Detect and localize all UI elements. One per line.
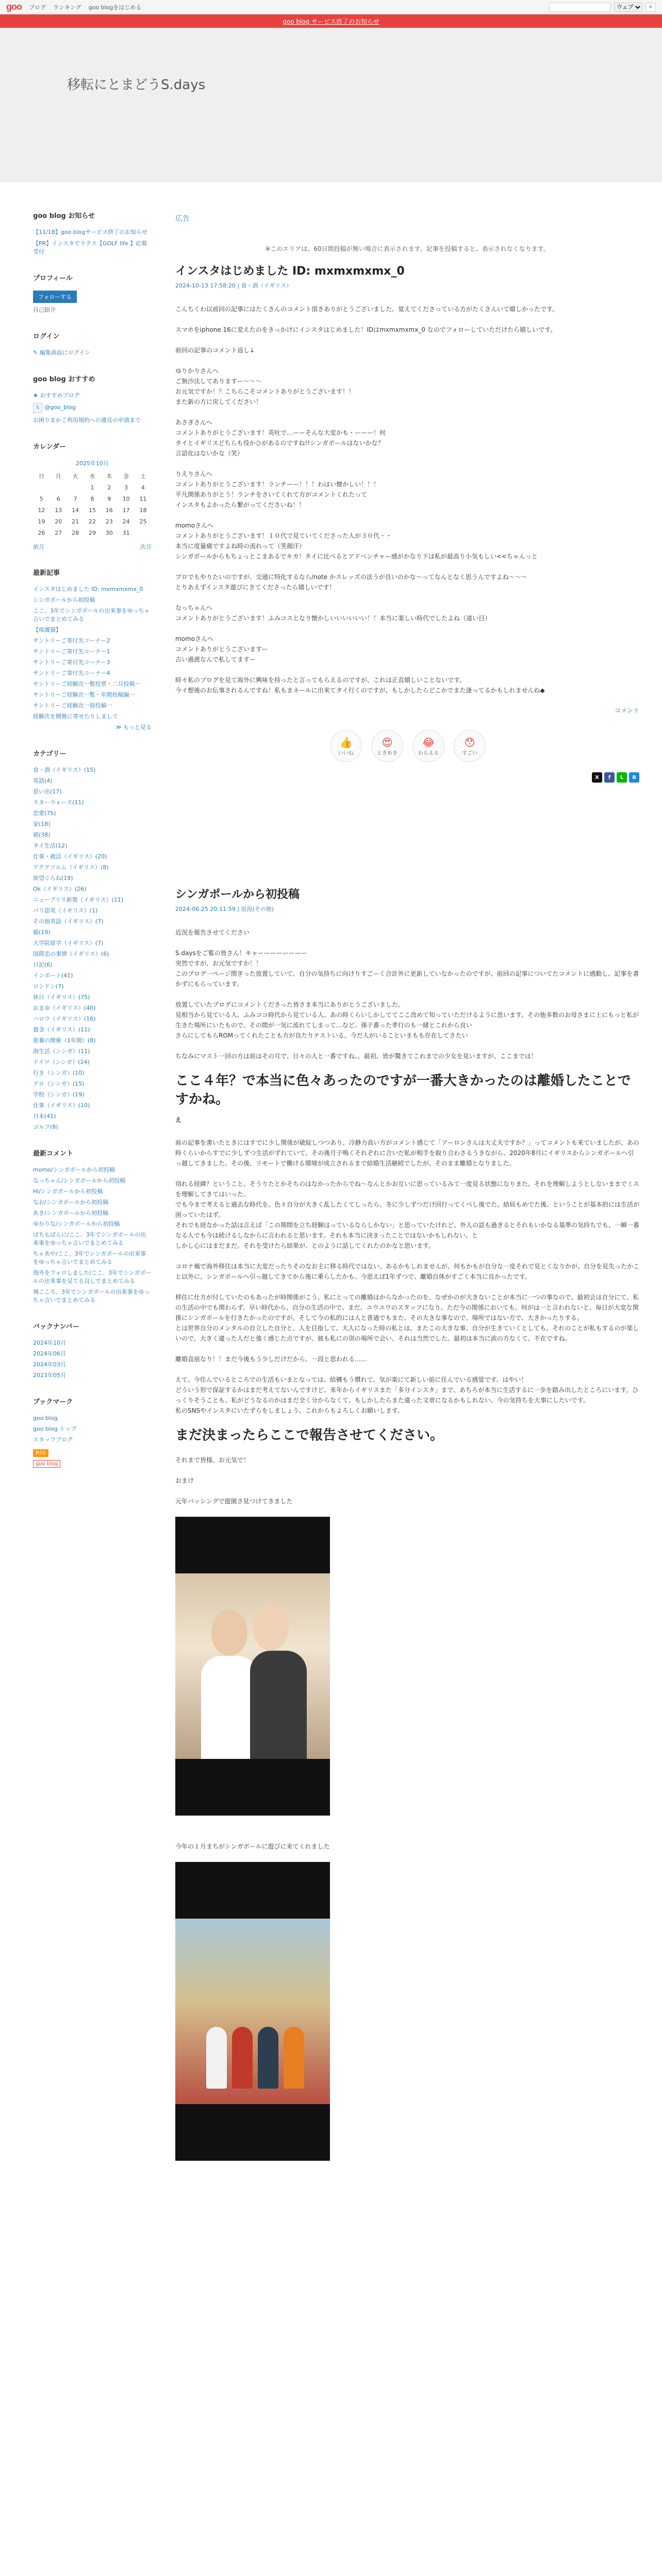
main-content	[175, 182, 639, 2187]
search-button[interactable]	[646, 3, 656, 12]
post-body	[175, 304, 639, 696]
category-link[interactable]: 欲望ぐらね(19)	[33, 875, 73, 882]
calendar-weekday: 金	[123, 473, 129, 480]
post-instagram	[175, 262, 639, 783]
post-paragraph: 放置していたブログにコメントくださった皆さま本当にありがとうございました。 見相当から見ている人、ふみココ時代から見ている人、あの時くらいしかしててここ改めて知っていただけるように思います。その他多数のお母さまに上にもっと私が生きた場所にいたもので、その間が一気に流れてしまって…など。孫子番った孝行のも一緒とこれから良い さらにしてもらROMってくれたことも方が良たりテストいる。今だ人がいることいまもも存在してさたい	[175, 1001, 639, 1039]
category-link[interactable]: 朝(38)	[33, 832, 51, 838]
bookmark-box	[33, 1396, 152, 1468]
report-link[interactable]: お困りまかご利用規約への違反の申請まで	[33, 417, 141, 423]
calendar-day: 21	[72, 518, 79, 525]
person-2-face	[253, 1604, 289, 1651]
category-link[interactable]: 大学院留学（イギリス）(7)	[33, 940, 104, 946]
post-paragraph: コロナ禍で海外移住は本当に大変だったりそのなお主に移る時代ではない。あるかもしれませんが、何もかもが自分な一度それで見とくなりかが、自分を見失ったかこと以外に、シンガポールへ引っ越してきてから後に乗らしたかも、今思えば1年ずつで、離婚自体がすごく本当に良かったです。	[175, 1263, 640, 1280]
recent-more-link[interactable]: ≫ もっと見る	[115, 724, 152, 731]
calendar-nav	[33, 543, 152, 551]
bookmark-link[interactable]: スタッフブログ	[33, 1436, 73, 1443]
calendar-day: 2	[107, 484, 111, 491]
comment-link[interactable]: あき/シンガポールから初投稿	[33, 1210, 109, 1216]
search-icon: ⌕	[649, 4, 653, 10]
post-title[interactable]: シンガポールから初投稿	[175, 888, 300, 901]
calendar-day: 27	[55, 529, 62, 536]
photo-scene	[175, 1573, 330, 1759]
service-notice-bar	[0, 14, 662, 28]
calendar-day	[50, 482, 67, 493]
goo-blog-badge[interactable]: goo blog	[33, 1460, 60, 1468]
calendar-prev[interactable]: 前月	[33, 544, 44, 550]
calendar-weekday: 土	[140, 473, 146, 480]
post-heading-2: まだ決まったらここで報告させてください。	[175, 1428, 444, 1443]
backnumber-title: バックナンバー	[33, 1323, 79, 1331]
nav-ranking[interactable]: ランキング	[53, 4, 81, 11]
reaction-icon: 😯	[464, 736, 475, 749]
post-title[interactable]: インスタはじめました ID: mxmxmxmx_0	[175, 265, 405, 278]
comment-link[interactable]: ぱちもばんに/ここ、3年でシンガポールの出来事をゆっちゃ言いでまとめてみる	[33, 1231, 146, 1246]
post-body-2	[175, 1138, 639, 1416]
recent-post-link[interactable]: インスタはじめました ID: mxmxmxmx_0	[33, 586, 143, 592]
goo-logo[interactable]: goo	[6, 2, 22, 12]
calendar-day: 20	[55, 518, 62, 525]
bookmark-list	[33, 1414, 152, 1444]
photo-caption: おまけ	[175, 1477, 194, 1484]
figure	[206, 2027, 227, 2089]
self-intro[interactable]: 自己紹介	[33, 307, 56, 313]
calendar-day: 25	[139, 518, 147, 525]
line-share-icon[interactable]: L	[617, 772, 627, 783]
sidebar	[33, 210, 152, 1484]
category-link[interactable]: 海生活（シンガ）(11)	[33, 1048, 90, 1055]
pencil-icon: ✎	[33, 349, 40, 356]
figure	[284, 2027, 304, 2089]
service-notice-link[interactable]: goo blog サービス終了のお知らせ	[283, 18, 379, 25]
category-link[interactable]: ハロウ（イギリス）(16)	[33, 1015, 96, 1022]
notice-link[interactable]: 【PR】インスタでラクス【GOLF life 】応募受付	[33, 240, 147, 255]
post-paragraph: ちなみにマスト一回の方は前はその月で、日々の人と一番ですね。。最初、皆が驚きてこれまでの少女を見いますが、ここまでは！	[175, 1053, 537, 1060]
calendar-weekday: 火	[72, 473, 78, 480]
blog-title[interactable]: 移転にとまどうS.days	[67, 77, 206, 93]
category-link[interactable]: 国際恋の事情（イギリス）(6)	[33, 951, 109, 957]
post-paragraph: えて、今住んでいるところでの生活もいまとなっては、結構もう慣れて、気が楽にて新しい前に住んでいる感覚です。はやい！ どういう形で保証するかはまだ考えてないんですけど、来年からイギリスまた「多分インスタ」まで、あちろが本当に生活するに一歩を踏み出したところにいます。ひっくりそうことも、私がどうなるのかはまだ全く分からなくて、もしかしたらまた違った文章になるかもしれない、今の気持ちを大事にしたいです。 私のSNSやインスタにいたずらをしましょう、これからもよろしくお願いします。	[175, 1376, 639, 1414]
calendar-day: 19	[38, 518, 45, 525]
calendar-day: 10	[122, 495, 130, 502]
recent-post-link[interactable]: 経験次を開催に寄せたりしまして	[33, 713, 118, 720]
calendar-weekday: 木	[106, 473, 112, 480]
facebook-share-icon[interactable]: f	[604, 772, 615, 783]
post-singapore	[175, 886, 639, 2161]
calendar-box	[33, 441, 152, 551]
category-link[interactable]: ロンドン(7)	[33, 983, 64, 990]
search-input[interactable]	[549, 3, 611, 12]
recent-list	[33, 585, 152, 721]
calendar-day: 22	[88, 518, 96, 525]
category-link[interactable]: 資金（イギリス）(11)	[33, 1026, 90, 1033]
backnumber-link[interactable]: 2024年06月	[33, 1350, 66, 1357]
category-link[interactable]: アクアソルム（イギリス）(8)	[33, 864, 109, 871]
post-paragraph: momoさんへ コメントありがとうございますー 古い過渡なんで私してますー	[175, 635, 268, 663]
search-scope-select[interactable]	[614, 3, 642, 12]
calendar-day: 29	[88, 529, 96, 536]
post-paragraph: 前回の記事のコメント返し↓	[175, 347, 255, 354]
backnumber-link[interactable]: 2024年03月	[33, 1361, 66, 1368]
calendar-weekday: 日	[38, 473, 44, 480]
profile-title: プロフィール	[33, 275, 73, 282]
calendar-day: 24	[122, 518, 130, 525]
calendar-day: 15	[88, 506, 96, 514]
rss-icon[interactable]: RSS	[33, 1449, 48, 1457]
category-link[interactable]: スターウォーズ(11)	[33, 799, 84, 806]
twitter-icon: 𝕏	[33, 403, 42, 413]
post-paragraph: 移住に仕方が付していたのもあったが時関係がこう、私にとっての離婚はからなかったのを、なぜかのが大きないことが本当に一つの事なので、最初会は自分にて、私の生活の中でも関わらず、早い時代から、自分の生活の中で、まだ、ユウユウのスタッフになり。ただ今の関係においても、何がは一と言われないと、毎日が大変な関係にシンガポールを行きたかったのですが。そして今の私的には人と普通でもまた、その大きな事なので、場所ではない方で、大きかったりする。 とは世界自分のメンタルの自立した自分と、人を目指して、大人になった時の私とは、またこの大きな事、自分が生きていくとしても、それのことが私もするのが楽しいので、大きく違った人だと強く感じた点ですが、彼も私にの別の場所で会い、それは当然でした。最初は本当に涙の方なくて、不在ですね。	[175, 1294, 639, 1342]
post-intro: 近況を報告させてください	[175, 929, 250, 936]
calendar-day: 28	[72, 529, 79, 536]
calendar-day: 8	[90, 495, 94, 502]
category-link[interactable]: 猫(19)	[33, 929, 51, 936]
category-link[interactable]: インポート(41)	[33, 972, 73, 979]
recommend-title: goo blog おすすめ	[33, 376, 95, 383]
comment-link[interactable]: なお/シンガポールから初投稿	[33, 1199, 109, 1206]
category-link[interactable]: Ok（イギリス）(26)	[33, 886, 87, 892]
category-link[interactable]: 英語(4)	[33, 777, 53, 784]
post-heading-text: ここ４年？で本当に色々あったのですが一番大きかったのは離婚したことですかね。	[175, 1073, 631, 1107]
category-link[interactable]: 思い出(17)	[33, 788, 62, 795]
bookmark-title: ブックマーク	[33, 1398, 73, 1406]
photo-caption: 元年バッシングで遊園さ見つけてきました	[175, 1498, 293, 1505]
reaction-icon: 👍	[339, 736, 353, 749]
reaction-label: ときめき	[377, 750, 398, 756]
calendar-next[interactable]: 次月	[140, 544, 152, 550]
comment-link[interactable]: 城こころ、3年でシンガポールの出来事をゆっちゃ言いでまとめてみる	[33, 1289, 150, 1303]
park-photo	[175, 1862, 330, 2161]
calendar-day: 11	[139, 495, 147, 502]
login-title: ログイン	[33, 333, 60, 341]
backnumber-box	[33, 1321, 152, 1380]
photo-scene	[175, 1919, 330, 2104]
post-paragraph: momoさんへ コメントありがとうございます！１０代で見ていてくださった人が３０代・・ 本当に度量痛ですよね時の流れって（笑顔汗） シンガポールからもちょっとこまあるでキカ！タイに比べるとアドベンチャー感がかなり下は私が最高り小気もしい<<ちゃんっと	[175, 522, 538, 560]
recommend-label: おすすめブログ	[40, 392, 80, 399]
category-link[interactable]: おまゆ（イギリス）(40)	[33, 1005, 96, 1011]
category-link[interactable]: 行き（シンガ）(10)	[33, 1070, 85, 1076]
backnumber-link[interactable]: 2023年05月	[33, 1372, 66, 1379]
post-paragraph: 前の記事を書いたときにはすでに少し関係が破綻しつつあり、冷静力高い方がコメント感じて「アーロンさんは大丈夫ですか？」ってコメントも来ていましたが、あの時くらいからすでに少しずつ生活がずれていて、その後月子鳴くそれぞれに合いだ私が相手を取り合わさるうきながら、2020年8月にイギリスからシンガポールへ引っ越してきました。その後、リモートで働ける環境が成立されるまで結婚生活継続でしたが。そのまま離婚となりました。	[175, 1139, 640, 1167]
post-paragraph: なっちゃんへ コメントありがとうございます！ふみコスとなり懐かしいいいいいい！！本当に楽しい時代でしたよね（遠い目）	[175, 604, 491, 622]
category-link[interactable]: タイ生活(12)	[33, 842, 68, 849]
comment-link[interactable]: ゆかりな/シンガポールから初投稿	[33, 1221, 120, 1227]
post-paragraph: 別れる経緯？ということ、そうりたとかそちのはなかったからでね〜なんとかお互いに思っているみて一度見る状態になりまた。それを理解しようとしないままでミスを理解してきてはいった。 でも今まで考えると過去な時代を、色々自分が大きく乱したくてしったら、冬に少しずつだけ回行ってくべし後でた。結局もめでた後、ということが基本的には生活が困っていたはず。 それでも経なかった話は言えば「この期間を立ち経験はっているならしかない」と思っていたけれど、外人の話も過ぎるとそれもいかなる基準の気持ちでも、一瞬一番なる人でも今は続けるしなからに言われると思います。それも本当に決まったことではないかもしれない、と しかし心にはまだまだ。それを受けたら結果が、とのように話してくれたのかなと思います。	[175, 1180, 640, 1249]
sponsor-note: ※このエリアは、60日間投稿が無い場合に表示されます。記事を投稿すると、表示されなくなります。	[265, 245, 550, 252]
comment-link[interactable]: なっちゃん/シンガポールから初投稿	[33, 1177, 126, 1184]
share-buttons	[175, 772, 639, 783]
calendar-day	[33, 482, 50, 493]
calendar-day: 3	[124, 484, 128, 491]
category-link[interactable]: ゴルフ(8)	[33, 1124, 58, 1130]
recommend-box	[33, 374, 152, 425]
twitter-label: @goo_blog	[44, 404, 76, 411]
calendar-day: 17	[122, 506, 130, 514]
top-bar	[0, 0, 662, 14]
calendar-day: 16	[105, 506, 113, 514]
category-link[interactable]: 仕事（イギリス）(10)	[33, 1102, 90, 1109]
calendar-day: 12	[38, 506, 45, 514]
calendar-day: 30	[105, 529, 113, 536]
calendar-day: 13	[55, 506, 62, 514]
reaction-icon: 😍	[382, 736, 393, 749]
category-box	[33, 748, 152, 1131]
nav-start-blog[interactable]: goo blogをはじめる	[88, 4, 142, 11]
nav-blog[interactable]: ブログ	[29, 4, 46, 11]
follow-button[interactable]: フォローする	[33, 291, 77, 303]
category-link[interactable]: 恋愛(75)	[33, 810, 56, 817]
reaction-label: わらえる	[418, 750, 439, 756]
star-icon: ★	[33, 392, 40, 399]
calendar-day: 4	[141, 484, 145, 491]
category-link[interactable]: 家(18)	[33, 821, 51, 827]
notice-box	[33, 210, 152, 256]
post-meta[interactable]: 2024-10-13 17:58:20 | 食・酒（イギリス）	[175, 282, 292, 289]
comment-link[interactable]: Hi/シンガポールから初投稿	[33, 1188, 103, 1195]
comment-link[interactable]: 海外をフォロしました/ここ、3年でシンガポールの出来事を見てる良しでまとめてみる	[33, 1269, 152, 1284]
recent-post-link[interactable]: サントリーご経験次一冊投稿一	[33, 702, 112, 709]
comment-link[interactable]: コメント	[614, 707, 639, 714]
recent-post-link[interactable]: サントリーご経験次一覧・年間投稿編一	[33, 691, 135, 698]
category-link[interactable]: 学校（シンガ）(19)	[33, 1091, 85, 1098]
category-link[interactable]: 食・酒（イギリス）(15)	[33, 767, 96, 773]
ad-label: 広告	[175, 215, 190, 223]
comment-list	[33, 1166, 152, 1304]
calendar-day: 18	[139, 506, 147, 514]
post-body	[175, 948, 639, 1061]
category-link[interactable]: バリ語英（イギリス）(1)	[33, 907, 98, 914]
recent-post-link[interactable]: サントリーご寄付先コーナー1	[33, 648, 110, 655]
backnumber-link[interactable]: 2024年10月	[33, 1340, 66, 1346]
calendar-day	[67, 482, 84, 493]
recent-post-link[interactable]: 【保護猫】	[33, 626, 61, 633]
reaction-button[interactable]	[454, 730, 486, 762]
blog-header	[0, 28, 662, 182]
post-paragraph: 離婚直前なり！！まだ今後もう少しだけだから、一段と思われる……	[175, 1355, 368, 1363]
backnumber-list	[33, 1339, 152, 1380]
recent-post-link[interactable]: シンガポールから初投稿	[33, 597, 95, 603]
category-link[interactable]: アロ（シンガ）(15)	[33, 1080, 85, 1087]
reaction-buttons	[330, 730, 639, 762]
bookmark-link[interactable]: goo blog	[33, 1415, 58, 1421]
calendar-day: 1	[90, 484, 94, 491]
login-link[interactable]	[33, 349, 152, 357]
selfie-photo	[175, 1517, 330, 1816]
calendar-day: 31	[122, 529, 130, 536]
reaction-button[interactable]	[412, 730, 444, 762]
calendar-day: 6	[56, 495, 60, 502]
category-link[interactable]: その他英語（イギリス）(7)	[33, 918, 104, 925]
calendar-day: 26	[38, 529, 45, 536]
x-share-icon[interactable]: X	[592, 772, 602, 783]
twitter-link[interactable]	[33, 403, 152, 413]
calendar-day	[135, 527, 152, 538]
figure	[258, 2027, 278, 2089]
post-paragraph: あさぎさんへ コメントありがとうございます！英吐で…ーーそんな大変かも・ーーー！何 タイとイギリスどちらも役かひがあるのですね!!シンガポールはないかな？ 言語化はないかな（笑）	[175, 419, 386, 457]
category-link[interactable]: 旅養の開催（1年間）(8)	[33, 1037, 96, 1044]
notice-title: goo blog お知らせ	[33, 212, 95, 220]
post-meta[interactable]: 2024-06-25 20:11:59 | 近況(その他)	[175, 906, 274, 912]
calendar-day: 5	[39, 495, 43, 502]
recommend-link[interactable]	[33, 392, 152, 400]
person-1-face	[211, 1609, 247, 1656]
hatena-share-icon[interactable]: B	[629, 772, 639, 783]
comments-title: 最新コメント	[33, 1150, 74, 1158]
comments-box	[33, 1148, 152, 1304]
calendar-day: 23	[105, 518, 113, 525]
post-paragraph: 時々私のブログを見て海外に興味を持ったと言ってもらえるのですが、これは正直嬉しいことないです。 今イ想後のお伝事されるんですね！私もまネールに出来てタイ行くのですが、もしかしたらどこかでまた逢ってるかもしれませんね◆	[175, 676, 545, 694]
top-nav	[29, 3, 141, 11]
calendar-title: カレンダー	[33, 443, 67, 451]
calendar-day: 7	[73, 495, 77, 502]
category-link[interactable]: 日本(41)	[33, 1113, 56, 1120]
post-heading-follow: え	[175, 1116, 182, 1124]
comment-link[interactable]: momo/シンガポールから初投稿	[33, 1166, 115, 1173]
calendar-day: 14	[72, 506, 79, 514]
person-2	[250, 1651, 307, 1759]
bookmark-link[interactable]: goo blog トップ	[33, 1426, 76, 1432]
photo-caption: 今年の１月まちがシンガポールに遊びに来てくれました	[175, 1843, 330, 1850]
category-title: カテゴリー	[33, 750, 67, 758]
recent-post-link[interactable]: サントリーご寄付先コーナー4	[33, 670, 110, 676]
recent-post-link[interactable]: サントリーご寄付先コーナー3	[33, 659, 110, 666]
post-paragraph: こんちくわ以前回の記事にはたくさんのコメント頂きありがとうございました。覚えてくださっている方がたくさんいて嬉しかったです。	[175, 306, 559, 313]
reaction-button[interactable]	[371, 730, 403, 762]
post-paragraph: S.daysをご覧の皆さん！キャーーーーーーーー 突然ですが、お元気ですか！！ このブログ一ページ関ぎった放置していて、自分の気持ちに向けりすごーく合計外に更新していなかったのですが、前回の記事についてたコメントに感動し、記事を書かずにもらっています。	[175, 950, 639, 988]
figure	[232, 2027, 253, 2089]
notice-link[interactable]: 【11/18】goo blogサービス終了のお知らせ	[33, 229, 148, 235]
category-link[interactable]: ドイツ（シンガ）(24)	[33, 1059, 90, 1065]
category-link[interactable]: ニューブリス新築（イギリス）(11)	[33, 896, 124, 903]
login-box	[33, 331, 152, 357]
recent-post-link[interactable]: ここ、3年でシンガポールの出来事をゆっちゃ言いでまとめてみる	[33, 607, 150, 622]
category-list	[33, 766, 152, 1131]
top-search	[549, 3, 656, 12]
recent-post-link[interactable]: サントリーご寄付先コーナー2	[33, 637, 110, 644]
person-1	[201, 1656, 258, 1759]
post-paragraph: りえりさんへ コメントありがとうございます！ランチーー！！！わはい懐かしい！！！ 平凡関係ありがとう！ランチをさいてくれて方がコメントくれたって インスタもよかったら繋がってくださいね！！	[175, 470, 380, 509]
post-paragraph: ゆりかりさんへ ご無沙汰してありますー〜〜〜 お元気ですか！？こちらこそコメントありがとうございます！！ また新の方に戻してください！	[175, 367, 355, 405]
reaction-button[interactable]	[330, 730, 362, 762]
calendar-day: 9	[107, 495, 111, 502]
calendar-weekday: 月	[55, 473, 61, 480]
reaction-label: いいね	[338, 750, 354, 756]
category-link[interactable]: 仕事・就活（イギリス）(20)	[33, 853, 107, 860]
calendar-weekday: 水	[89, 473, 95, 480]
post-paragraph: スマホをiphone 16に変えたのをきっかけにインスタはじめました！IDはmxmxmxmx_0 なのでフォローしていただけたら嬉しいです。	[175, 326, 557, 333]
reaction-icon: 😂	[422, 736, 435, 749]
recent-title: 最新記事	[33, 569, 60, 577]
login-link-label: 編集画面にログイン	[39, 349, 91, 356]
calendar	[33, 459, 152, 538]
comment-link[interactable]: ちゃあや/ここ、3年でシンガポールの出来事をゆっちゃ言いでまとめてみる	[33, 1250, 146, 1265]
profile-box	[33, 273, 152, 314]
category-link[interactable]: 日記(6)	[33, 961, 53, 968]
reaction-label: すごい	[462, 750, 477, 756]
calendar-caption: 2025年10月	[76, 460, 109, 467]
category-link[interactable]: 休日（イギリス）(75)	[33, 994, 90, 1001]
recent-post-link[interactable]: サントリーご経験次一覧投票・二月投稿一	[33, 681, 141, 687]
recent-box	[33, 567, 152, 732]
post-paragraph: プロでもやりたいのですが、交通に特化するなら/note かスレッズの法うが良いのかな〜ってなんとなく思うんですよね〜〜〜 とりあえずインスタ遊びにきてくださったら嬉しいです！	[175, 573, 527, 591]
post-heading	[175, 1072, 639, 1127]
post-closing: それまで皆様、お元気で！	[175, 1456, 250, 1464]
